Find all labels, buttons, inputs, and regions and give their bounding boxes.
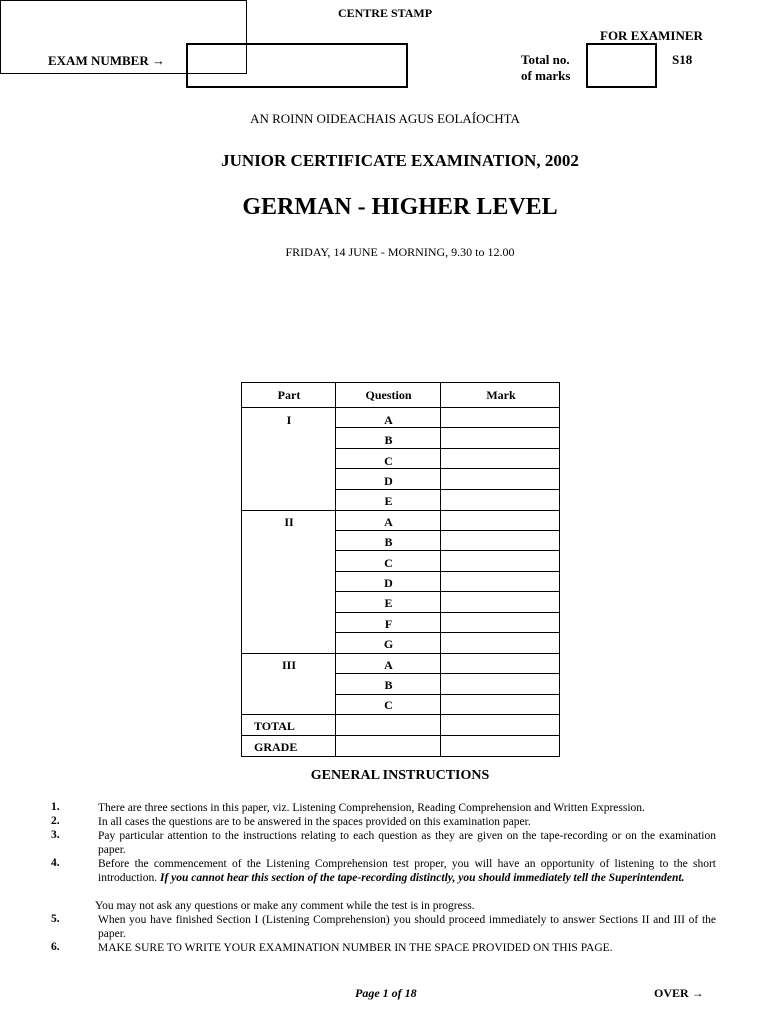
instruction-text: There are three sections in this paper, viz. Listening Comprehension, Reading Comprehension and Written Expression. — [98, 802, 645, 814]
instruction-number: 4. — [51, 857, 60, 869]
question-label: B — [384, 678, 393, 692]
row-divider — [335, 448, 559, 449]
question-label: B — [384, 535, 393, 549]
row-divider — [335, 632, 559, 633]
instructions-heading: GENERAL INSTRUCTIONS — [310, 768, 490, 783]
table-header-part: Part — [277, 388, 301, 402]
part-label-ii: II — [284, 515, 294, 529]
instruction-text — [98, 857, 716, 885]
table-header-question: Question — [365, 388, 412, 402]
instruction-text: When you have finished Section I (Listening Comprehension) you should proceed immediately to answer Sections II and III of the paper. — [98, 914, 716, 940]
table-header-mark: Mark — [486, 388, 516, 402]
question-label: C — [384, 556, 393, 570]
part-divider — [242, 510, 559, 511]
row-divider — [242, 735, 559, 736]
department-name: AN ROINN OIDEACHAIS AGUS EOLAÍOCHTA — [250, 111, 520, 126]
part-divider — [242, 714, 559, 715]
question-label: C — [384, 698, 393, 712]
total-row-label: TOTAL — [254, 719, 295, 733]
subject-title: GERMAN - HIGHER LEVEL — [242, 194, 558, 220]
question-label: F — [384, 617, 393, 631]
instruction-number: 3. — [51, 829, 60, 841]
total-marks-label-line1: Total no. — [521, 52, 570, 67]
question-label: E — [384, 596, 393, 610]
question-label: D — [384, 576, 393, 590]
row-divider — [335, 612, 559, 613]
total-marks-field[interactable] — [586, 43, 657, 88]
grade-row-label: GRADE — [254, 740, 298, 754]
question-label: G — [383, 637, 394, 651]
instruction-emphasis: If you cannot hear this section of the tape-recording distinctly, you should immediately tell the Superintendent. — [159, 872, 685, 884]
question-label: A — [384, 413, 393, 427]
question-label: C — [384, 454, 393, 468]
part-label-i: I — [286, 413, 292, 427]
total-marks-label-line2: of marks — [521, 68, 571, 83]
part-label-iii: III — [281, 658, 296, 672]
instruction-extra-note: You may not ask any questions or make any comment while the test is in progress. — [95, 900, 475, 912]
instruction-number: 6. — [51, 941, 60, 953]
for-examiner-label: FOR EXAMINER — [600, 28, 703, 43]
marks-table — [241, 382, 560, 757]
centre-stamp-label: CENTRE STAMP — [337, 6, 433, 20]
row-divider — [335, 694, 559, 695]
page-number: Page 1 of 18 — [355, 986, 417, 1000]
table-header-divider — [242, 407, 559, 408]
exam-date: FRIDAY, 14 JUNE - MORNING, 9.30 to 12.00 — [285, 245, 515, 259]
part-divider — [242, 653, 559, 654]
row-divider — [335, 427, 559, 428]
row-divider — [335, 489, 559, 490]
row-divider — [335, 530, 559, 531]
row-divider — [335, 468, 559, 469]
instruction-number: 5. — [51, 913, 60, 925]
instruction-text: In all cases the questions are to be answered in the spaces provided on this examination paper. — [98, 816, 531, 828]
over-label: OVER → — [654, 986, 704, 1000]
instruction-text-plain: Before the commencement of the Listening Comprehension test proper, you will have an opportunity of listening to the short introduction. — [98, 858, 716, 884]
instruction-number: 1. — [51, 801, 60, 813]
exam-title: JUNIOR CERTIFICATE EXAMINATION, 2002 — [221, 151, 579, 170]
instruction-number: 2. — [51, 815, 60, 827]
question-label: A — [384, 515, 393, 529]
row-divider — [335, 571, 559, 572]
row-divider — [335, 550, 559, 551]
row-divider — [335, 591, 559, 592]
question-label: D — [384, 474, 393, 488]
exam-number-field[interactable] — [186, 43, 408, 88]
exam-number-label: EXAM NUMBER → — [48, 53, 165, 68]
row-divider — [335, 673, 559, 674]
paper-code: S18 — [672, 52, 693, 67]
total-marks-label — [521, 52, 570, 84]
instruction-text: MAKE SURE TO WRITE YOUR EXAMINATION NUMBER IN THE SPACE PROVIDED ON THIS PAGE. — [98, 942, 613, 954]
question-label: E — [384, 494, 393, 508]
question-label: B — [384, 433, 393, 447]
instruction-text: Pay particular attention to the instructions relating to each question as they are given on the tape-recording or on the examination paper. — [98, 830, 716, 856]
question-label: A — [384, 658, 393, 672]
